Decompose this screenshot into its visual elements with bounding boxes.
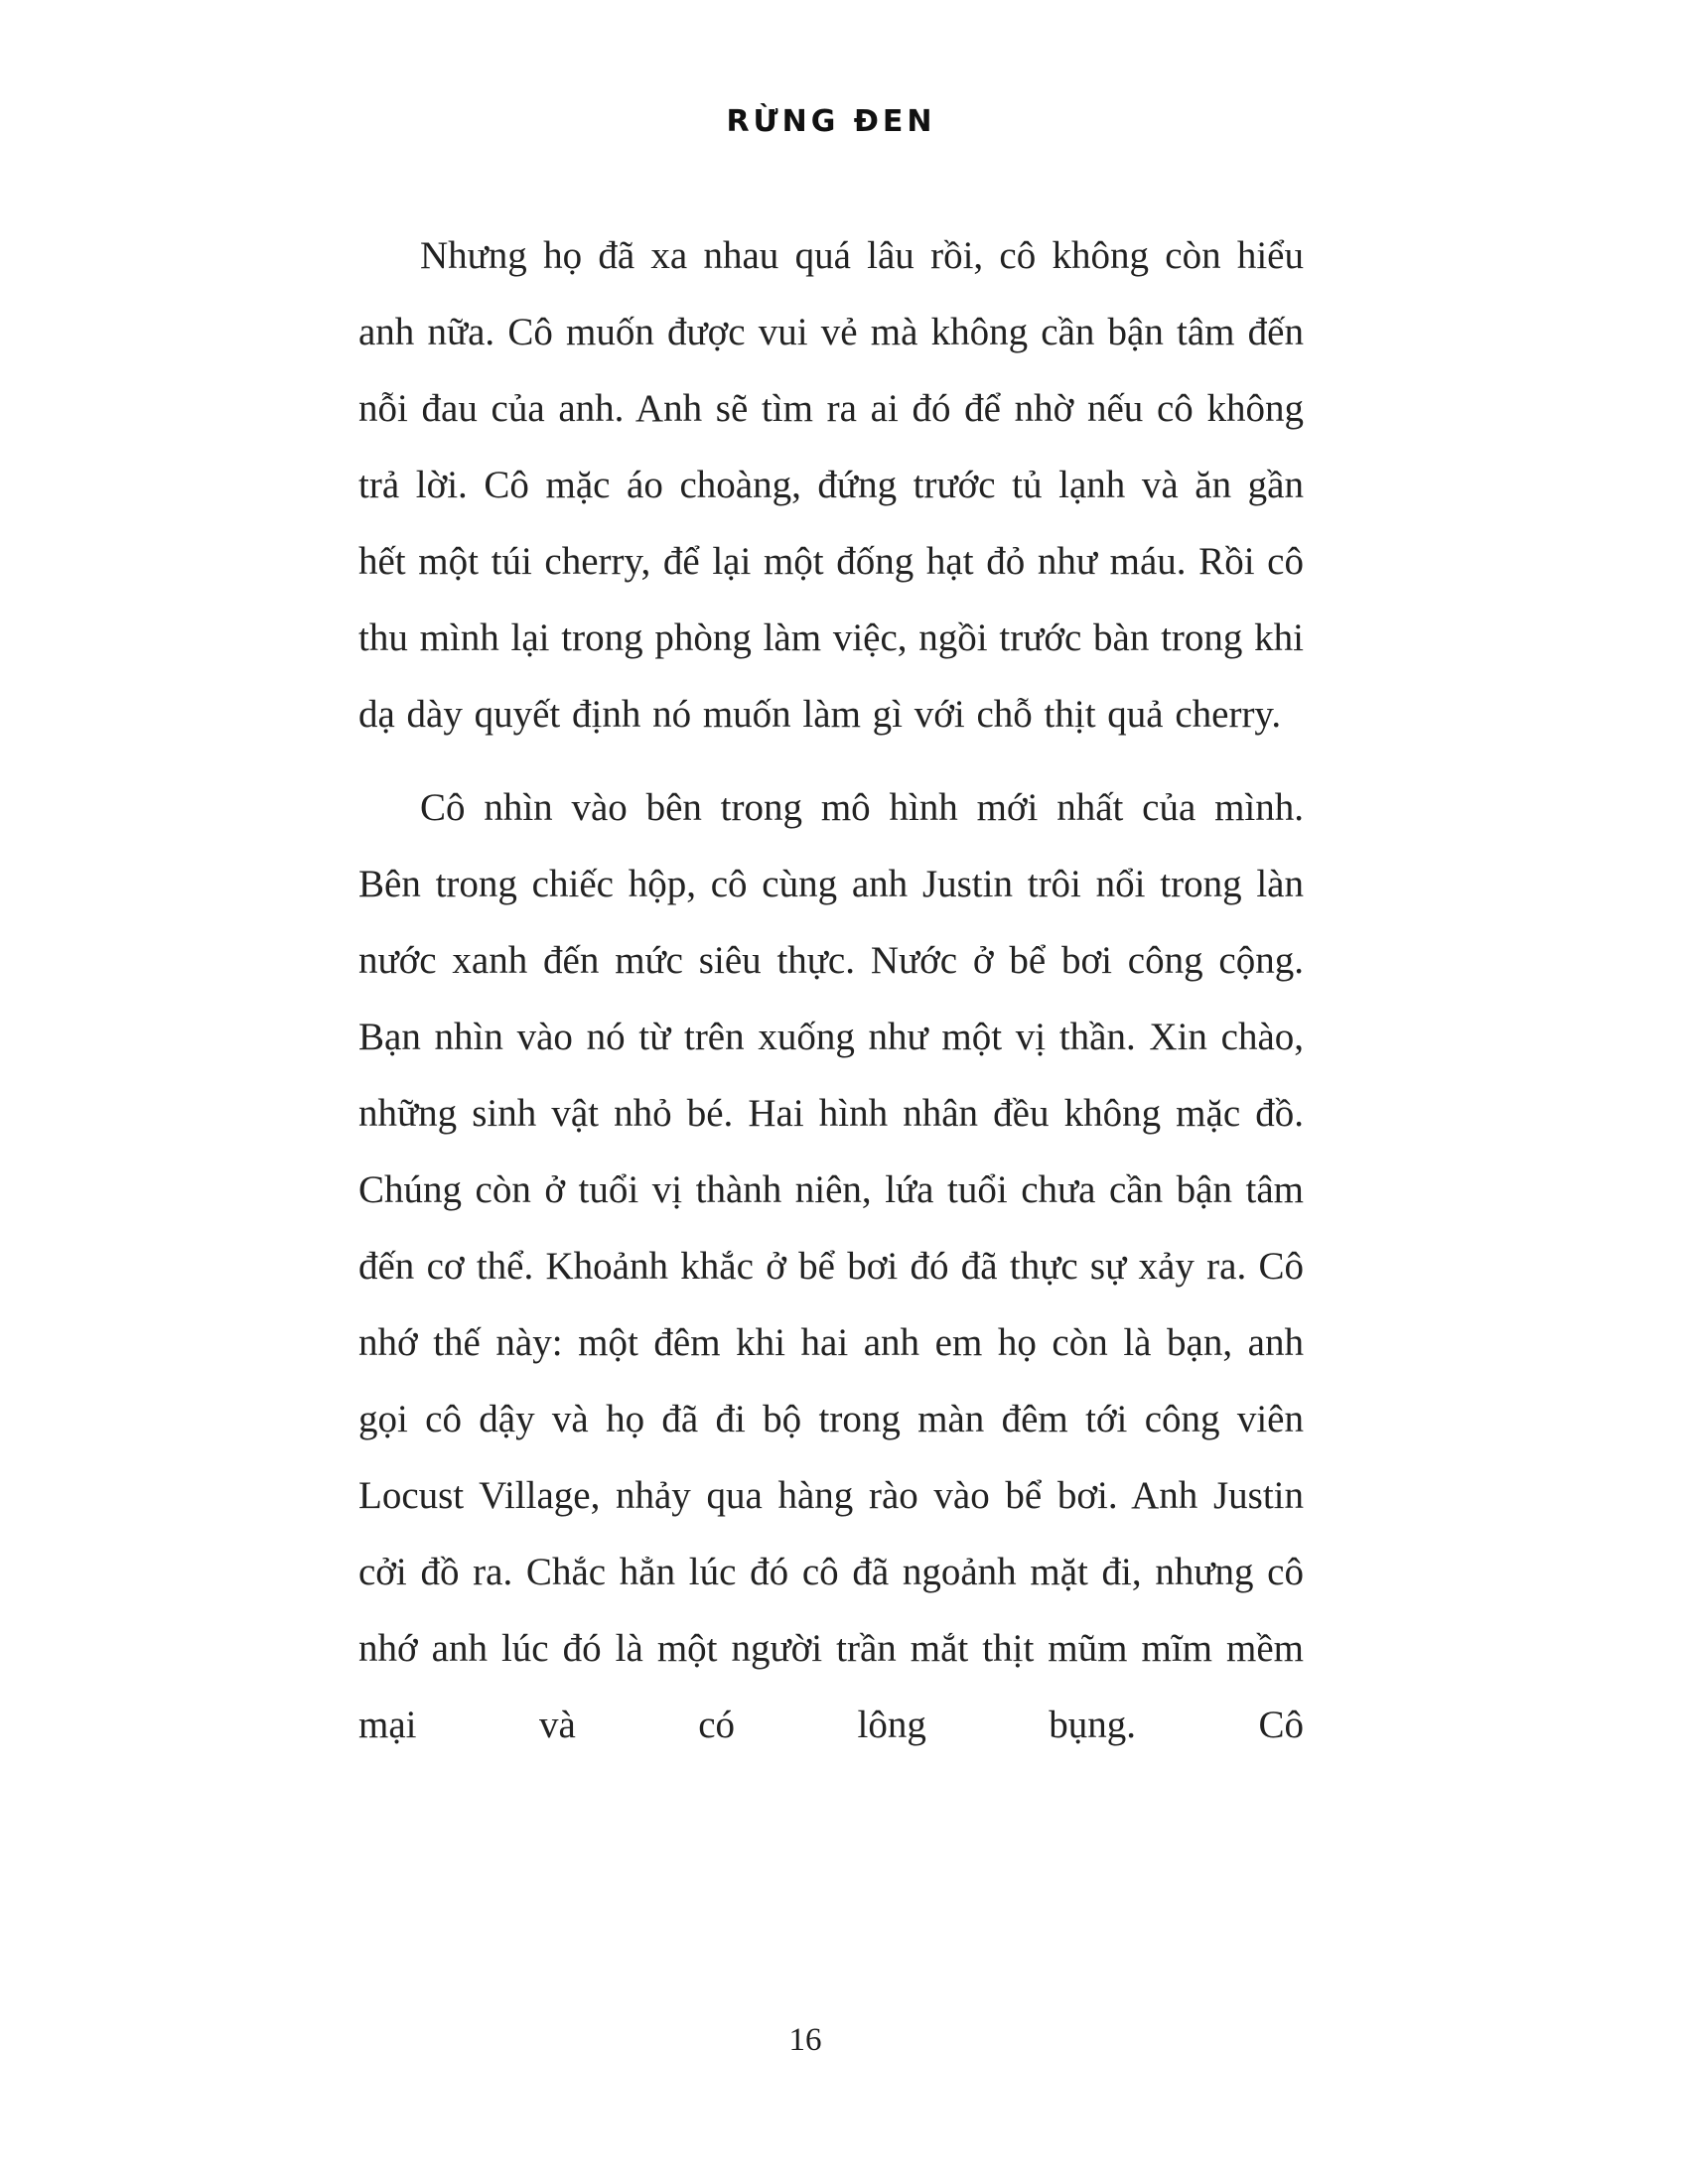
page-number: 16 [788,2022,822,2058]
running-header-title: RỪNG ĐEN [726,104,936,139]
paragraph: Cô nhìn vào bên trong mô hình mới nhất của mình. Bên trong chiếc hộp, cô cùng anh Justin trôi nổi trong làn nước xanh đến mức siêu thực. Nước ở bể bơi công cộng. Bạn nhìn vào nó từ trên xuống như một vị thần. Xin chào, những sinh vật nhỏ bé. Hai hình nhân đều không mặc đồ. Chúng còn ở tuổi vị thành niên, lứa tuổi chưa cần bận tâm đến cơ thể. Khoảnh khắc ở bể bơi đó đã thực sự xảy ra. Cô nhớ thế này: một đêm khi hai anh em họ còn là bạn, anh gọi cô dậy và họ đã đi bộ trong màn đêm tới công viên Locust Village, nhảy qua hàng rào vào bể bơi. Anh Justin cởi đồ ra. Chắc hẳn lúc đó cô đã ngoảnh mặt đi, nhưng cô nhớ anh lúc đó là một người trần mắt thịt mũm mĩm mềm mại và có lông bụng. Cô [358,786,1304,1746]
paragraph: Nhưng họ đã xa nhau quá lâu rồi, cô không còn hiểu anh nữa. Cô muốn được vui vẻ mà không cần bận tâm đến nỗi đau của anh. Anh sẽ tìm ra ai đó để nhờ nếu cô không trả lời. Cô mặc áo choàng, đứng trước tủ lạnh và ăn gần hết một túi cherry, để lại một đống hạt đỏ như máu. Rồi cô thu mình lại trong phòng làm việc, ngồi trước bàn trong khi dạ dày quyết định nó muốn làm gì với chỗ thịt quả cherry. [358,234,1304,736]
page-content [358,217,1304,1763]
